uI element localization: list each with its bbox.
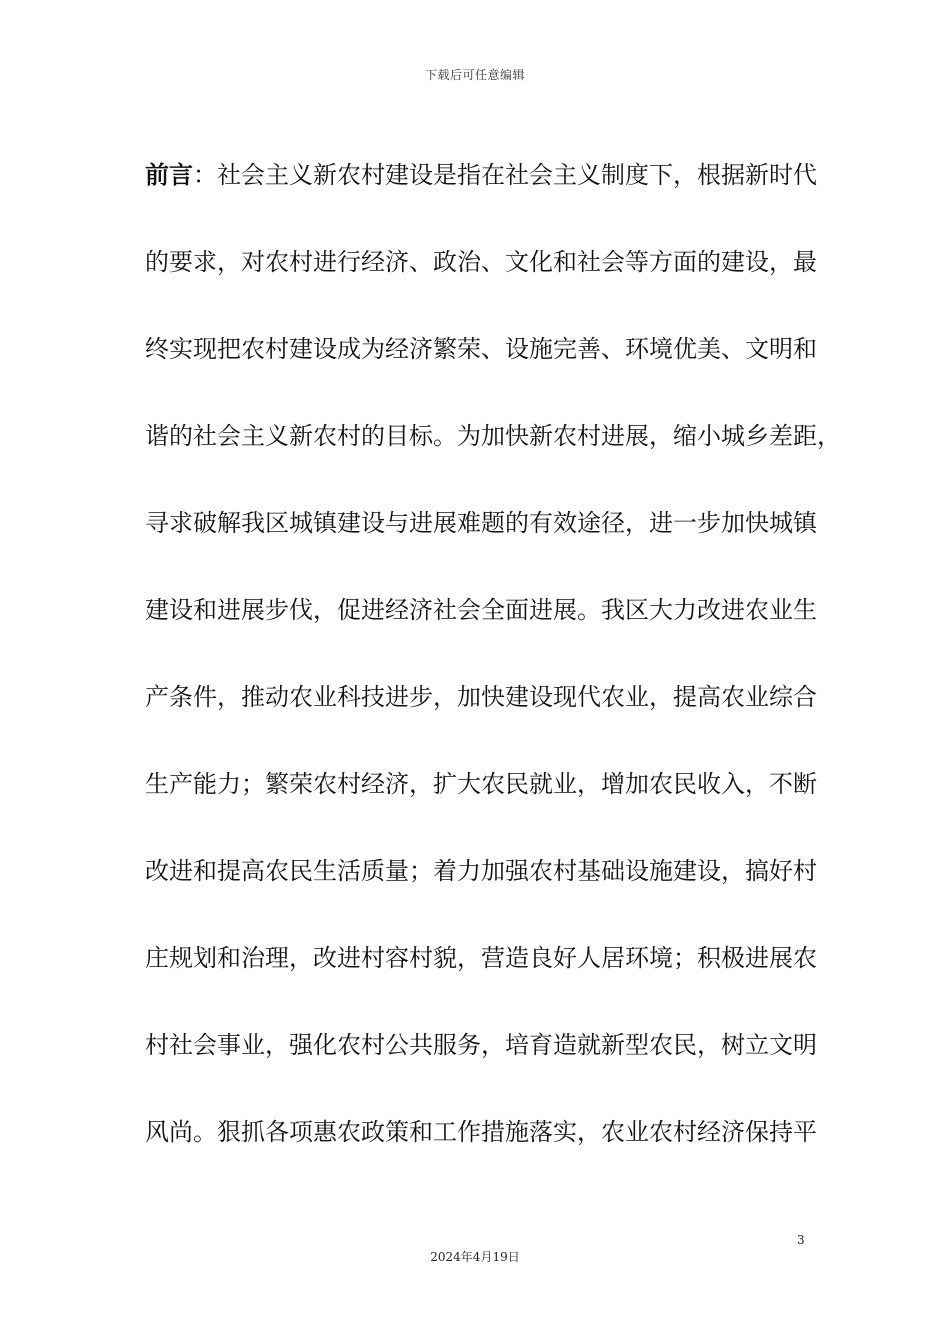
paragraph-line: 村社会事业，强化农村公共服务，培育造就新型农民，树立文明 bbox=[145, 1031, 817, 1059]
paragraph-line: 终实现把农村建设成为经济繁荣、设施完善、环境优美、文明和 bbox=[145, 335, 817, 363]
paragraph-line: 改进和提高农民生活质量；着力加强农村基础设施建设，搞好村 bbox=[145, 857, 817, 885]
lead-label: 前言 bbox=[145, 161, 193, 189]
paragraph-line: 谐的社会主义新农村的目标。为加快新农村进展，缩小城乡差距， bbox=[145, 422, 841, 450]
paragraph-line-text: 社会主义新农村建设是指在社会主义制度下，根据新时代 bbox=[217, 161, 817, 189]
header-note: 下载后可任意编辑 bbox=[424, 68, 525, 82]
footer-date: 2024年4月19日 bbox=[430, 1250, 520, 1264]
paragraph-line: 建设和进展步伐，促进经济社会全面进展。我区大力改进农业生 bbox=[145, 596, 817, 624]
paragraph-line: 产条件，推动农业科技进步，加快建设现代农业，提高农业综合 bbox=[145, 683, 817, 711]
paragraph-line: 的要求，对农村进行经济、政治、文化和社会等方面的建设，最 bbox=[145, 248, 817, 276]
lead-colon: ： bbox=[193, 161, 217, 189]
page-number: 3 bbox=[797, 1233, 805, 1247]
paragraph-line: 风尚。狠抓各项惠农政策和工作措施落实，农业农村经济保持平 bbox=[145, 1118, 817, 1146]
paragraph-line: 生产能力；繁荣农村经济，扩大农民就业，增加农民收入，不断 bbox=[145, 770, 817, 798]
body-text bbox=[145, 160, 841, 1204]
paragraph-line: 庄规划和治理，改进村容村貌，营造良好人居环境；积极进展农 bbox=[145, 944, 817, 972]
paragraph-line bbox=[145, 160, 825, 190]
paragraph-line: 寻求破解我区城镇建设与进展难题的有效途径，进一步加快城镇 bbox=[145, 509, 817, 537]
